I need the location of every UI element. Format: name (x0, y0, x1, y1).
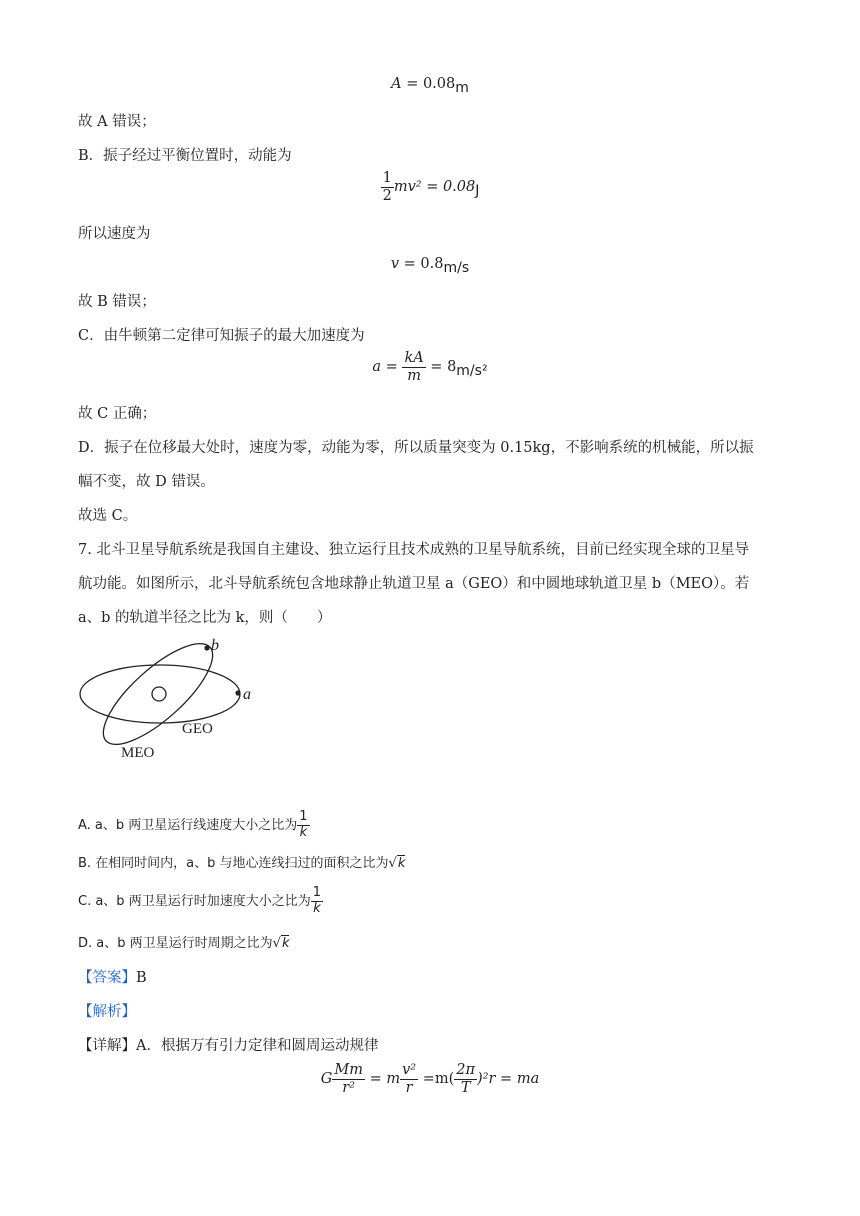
question-7-line2: 航功能。如图所示，北斗导航系统包含地球静止轨道卫星 a（GEO）和中圆地球轨道卫星 b（MEO）。若 (78, 576, 750, 592)
question-7-line3: a、b 的轨道半径之比为 k，则（ ） (78, 610, 332, 626)
text-line: 幅不变，故 D 错误。 (78, 474, 215, 490)
fraction: $\frac{1}{k}$ (312, 885, 321, 916)
text-line: 故 C 正确； (78, 406, 157, 422)
earth-icon (152, 687, 166, 701)
eq-value: = 0.08 (401, 76, 456, 92)
fraction: $\frac{2\pi}{T}$ (456, 1062, 476, 1096)
label-meo: MEO (121, 745, 155, 761)
detail-tag: 【详解】 (78, 1038, 136, 1054)
eq-lhs: A (391, 76, 402, 92)
question-7-line1: 7. 北斗卫星导航系统是我国自主建设、独立运行且技术成熟的卫星导航系统，目前已经实现全球的卫星导 (78, 542, 749, 558)
answer-tag: 【答案】 (78, 970, 136, 986)
text-line: 故 A 错误； (78, 114, 156, 130)
equation-acceleration (0, 350, 860, 384)
detail-text: A．根据万有引力定律和圆周运动规律 (136, 1038, 379, 1054)
answer-line (78, 966, 147, 987)
fraction: $\frac{1}{2}$ (382, 170, 392, 204)
eq-lhs: a = (372, 359, 403, 376)
option-c: C. a、b 两卫星运行时加速度大小之比为 $\frac{1}{k}$ (78, 885, 321, 916)
orbit-diagram (70, 632, 270, 772)
eq-expr: mv² = 0.08 (393, 179, 476, 196)
eq-value: = 8 (425, 359, 457, 376)
answer-value: B (136, 970, 147, 986)
eq-unit: m/s² (456, 363, 488, 380)
label-a: a (243, 686, 251, 703)
equation-gravitation: G $\frac{Mm}{\text{r²}}$ = m $\frac{\text{v²}}{r}$ =m( $\frac{2\pi}{T}$ )²r = ma (320, 1062, 540, 1096)
label-b: b (211, 637, 219, 654)
equation-velocity (0, 256, 860, 276)
eq-unit: J (475, 183, 480, 200)
equation-kinetic-energy (0, 170, 860, 204)
option-a: A. a、b 两卫星运行线速度大小之比为 $\frac{1}{k}$ (78, 809, 308, 840)
label-geo: GEO (182, 721, 213, 737)
eq-value: = 0.8 (399, 256, 444, 272)
text-line: C．由牛顿第二定律可知振子的最大加速度为 (78, 328, 365, 344)
option-d: D. a、b 两卫星运行时周期之比为√k (78, 936, 290, 951)
analysis-line (78, 1000, 136, 1021)
text-line: 所以速度为 (78, 226, 151, 242)
text-line: D．振子在位移最大处时，速度为零，动能为零，所以质量突变为 0.15kg，不影响系统的机械能，所以振 (78, 440, 754, 456)
fraction: $\frac{Mm}{\text{r²}}$ (334, 1062, 363, 1096)
text-line: 故选 C。 (78, 508, 138, 524)
equation-amplitude (0, 76, 860, 96)
text-line: B．振子经过平衡位置时，动能为 (78, 148, 292, 164)
eq-unit: m/s (443, 260, 470, 276)
text-line: 故 B 错误； (78, 294, 156, 310)
fraction: $\frac{kA}{m}$ (404, 350, 424, 384)
option-b: B. 在相同时间内，a、b 与地心连线扫过的面积之比为√k (78, 856, 406, 871)
fraction: $\frac{1}{k}$ (299, 809, 308, 840)
analysis-tag: 【解析】 (78, 1004, 136, 1020)
fraction: $\frac{\text{v²}}{r}$ (402, 1062, 417, 1096)
eq-lhs: v (390, 256, 400, 272)
satellite-b (204, 645, 209, 650)
eq-unit: m (455, 80, 469, 96)
satellite-a (235, 690, 240, 695)
detail-line (78, 1034, 378, 1055)
